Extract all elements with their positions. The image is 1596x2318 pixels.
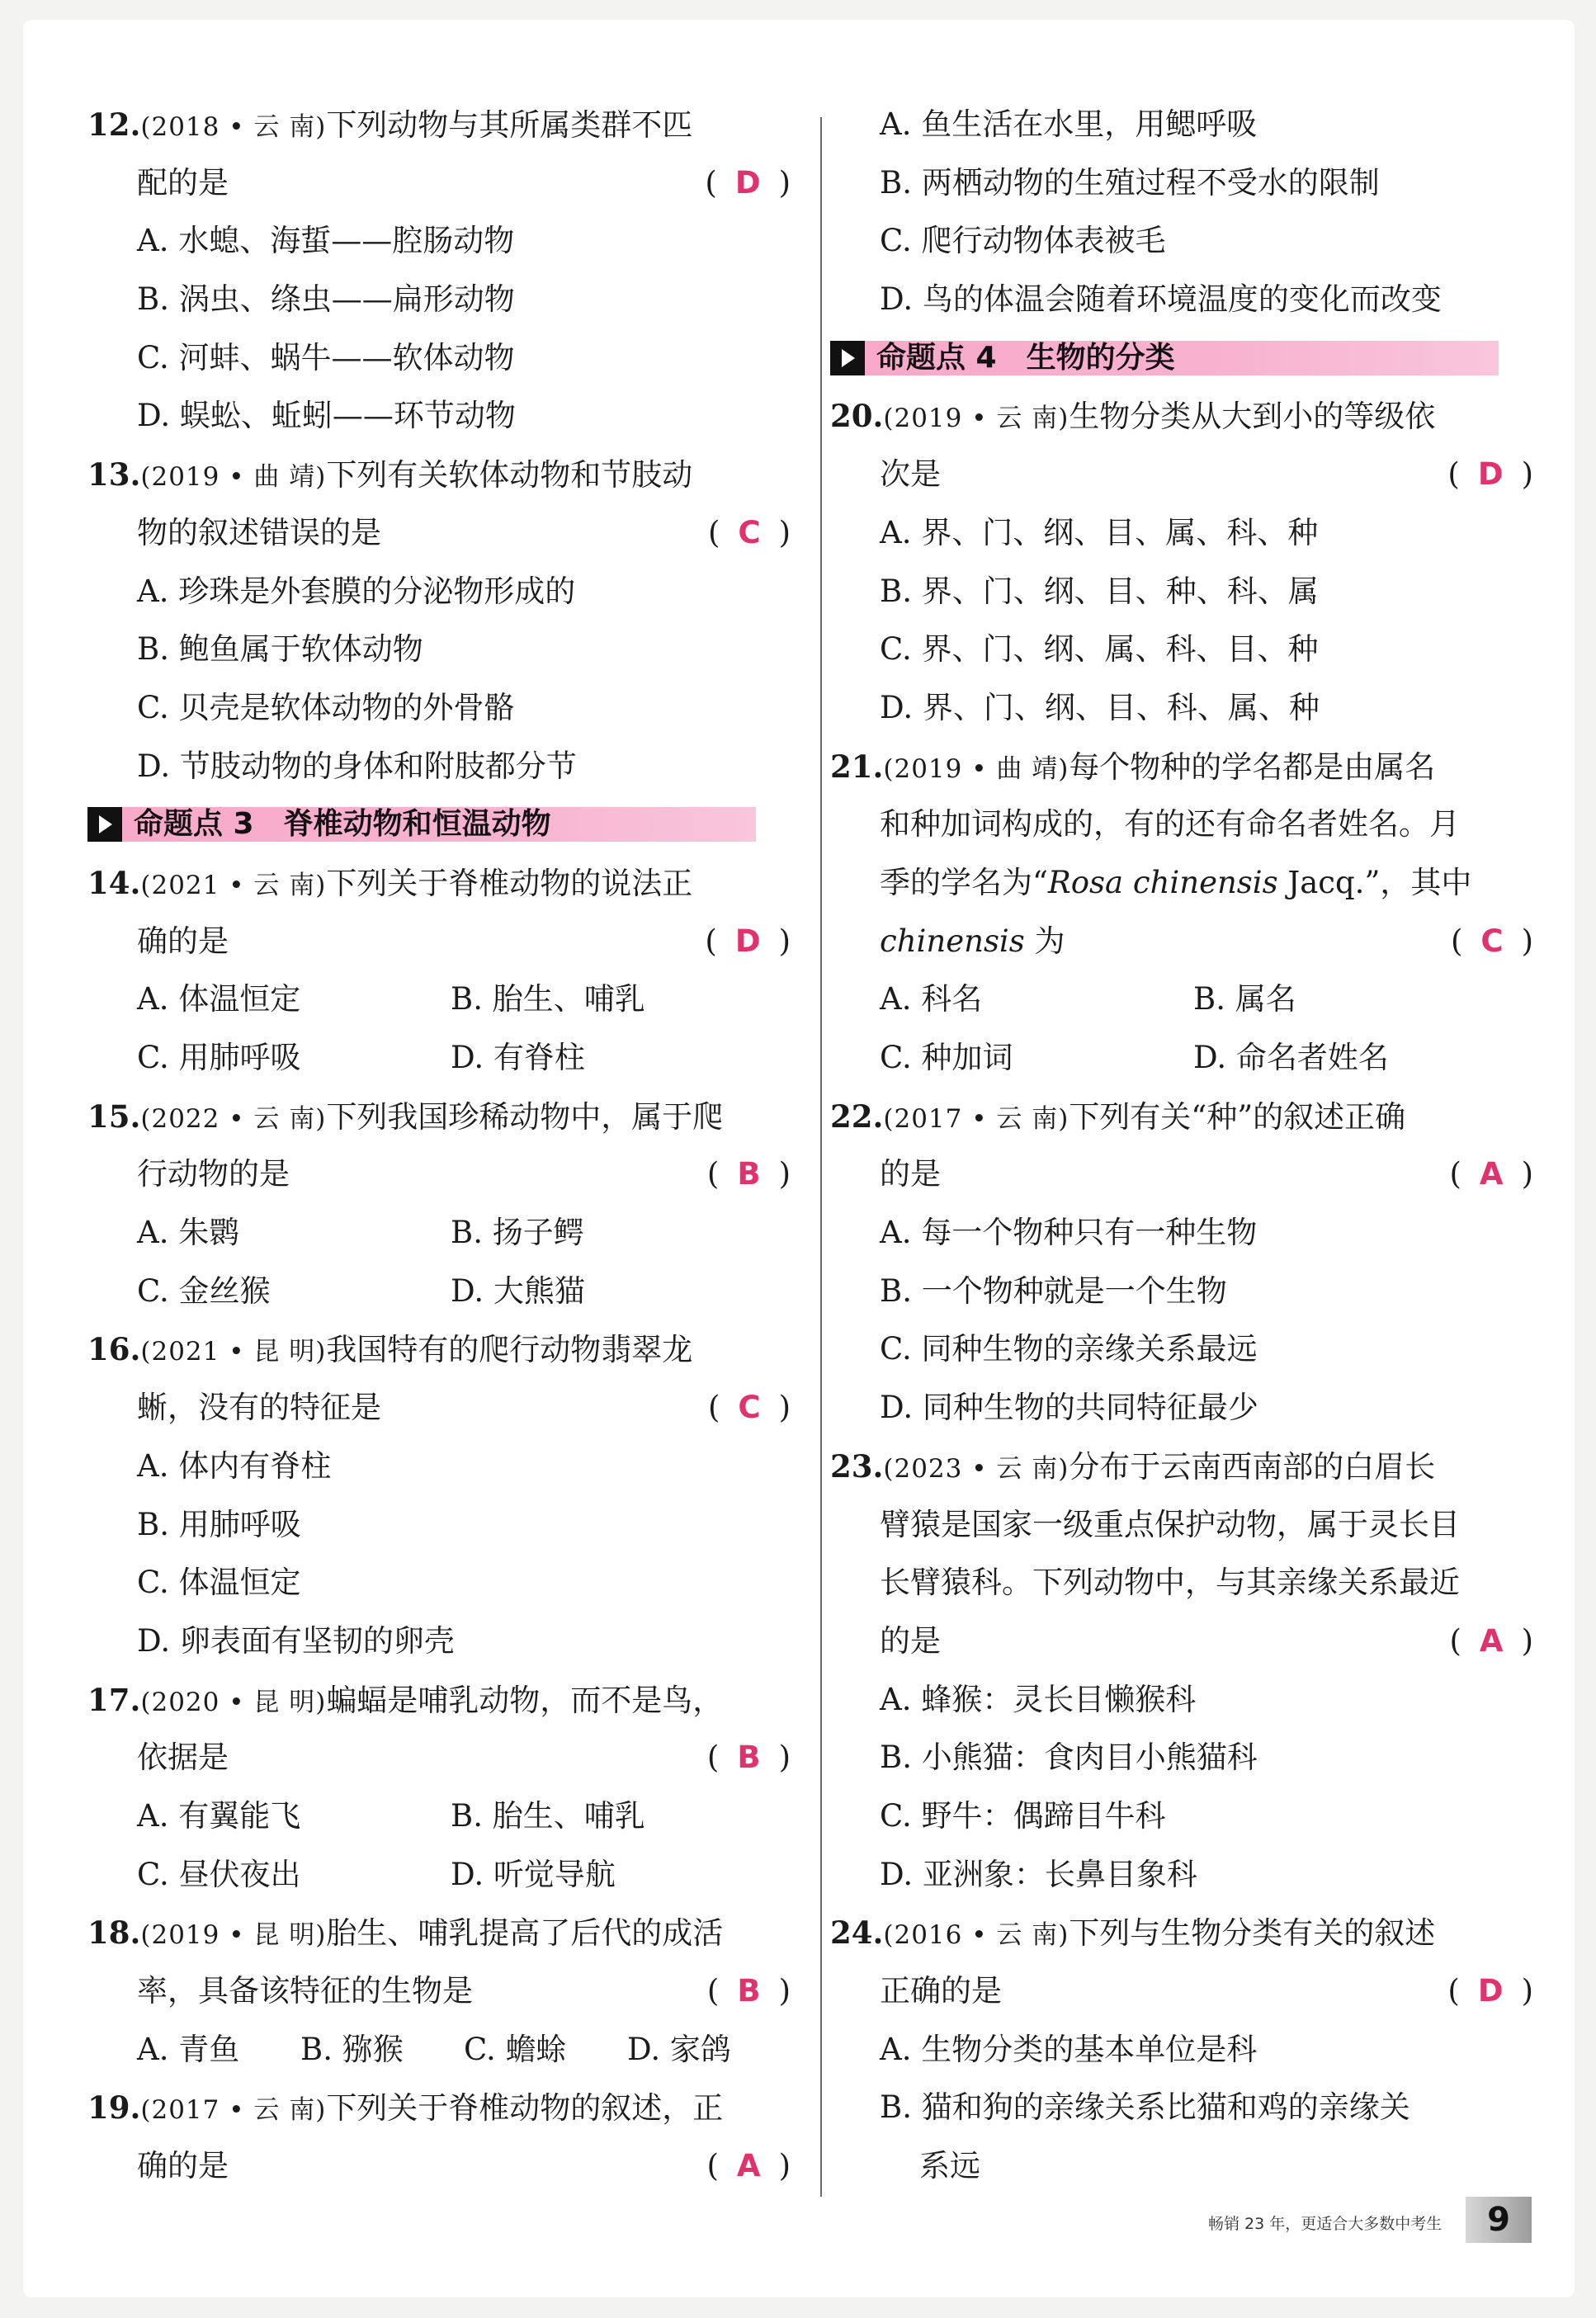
- question-source: (2019 • 昆 明): [140, 1920, 327, 1951]
- question-number: 24.: [830, 1914, 884, 1952]
- question-text: 的是: [880, 1622, 941, 1659]
- section-header-3: [87, 795, 791, 854]
- answer-letter: C: [738, 514, 779, 550]
- option-cont: 系远: [919, 2148, 980, 2184]
- question-14-stem-cont: [87, 913, 791, 971]
- option: B. 猫和狗的亲缘关系比猫和鸡的亲缘关: [880, 2089, 1410, 2126]
- option: A. 蜂猴：灵长目懒猴科: [880, 1681, 1197, 1717]
- question-16-stem: [87, 1320, 791, 1379]
- question-source: (2020 • 昆 明): [140, 1687, 327, 1717]
- answer-bracket: (B): [706, 1740, 791, 1776]
- question-number: 16.: [87, 1331, 141, 1368]
- answer-bracket: (D): [705, 164, 791, 201]
- question-source: (2018 • 云 南): [140, 112, 327, 142]
- answer-bracket: (A): [706, 2148, 791, 2184]
- option: C. 贝壳是软体动物的外骨骼: [137, 689, 515, 725]
- question-number: 15.: [87, 1098, 141, 1135]
- question-24-stem: [830, 1904, 1533, 1962]
- option: C. 河蚌、蜗牛——软体动物: [137, 339, 515, 375]
- answer-bracket: (B): [706, 1973, 791, 2009]
- right-column: [830, 96, 1533, 2196]
- option: B. 猕猴: [300, 2031, 404, 2067]
- section-header-4: [830, 329, 1533, 388]
- option: A. 朱鹮: [137, 1215, 240, 1251]
- option-row: [87, 1263, 791, 1321]
- question-text: 我国特有的爬行动物翡翠龙: [326, 1332, 693, 1368]
- question-number: 22.: [830, 1098, 884, 1135]
- question-number: 23.: [830, 1447, 884, 1485]
- option: D. 听觉导航: [451, 1856, 616, 1892]
- question-text: 每个物种的学名都是由属名: [1069, 748, 1436, 785]
- answer-bracket: (D): [705, 923, 791, 959]
- option-row: [87, 1029, 791, 1088]
- question-number: 20.: [830, 398, 884, 435]
- question-text: 分布于云南西南部的白眉长: [1069, 1448, 1436, 1485]
- answer-letter: C: [1480, 923, 1522, 959]
- option-row: [87, 1846, 791, 1905]
- option: C. 野牛：偶蹄目牛科: [880, 1797, 1166, 1834]
- question-text: 率，具备该特征的生物是: [137, 1973, 473, 2009]
- answer-bracket: (A): [1449, 1156, 1533, 1192]
- question-15-stem: [87, 1088, 791, 1146]
- answer-bracket: (C): [1450, 923, 1533, 959]
- answer-letter: B: [737, 1156, 779, 1192]
- option: D. 界、门、纲、目、科、属、种: [880, 689, 1320, 725]
- question-source: (2022 • 云 南): [140, 1103, 327, 1134]
- option: C. 昼伏夜出: [137, 1856, 301, 1892]
- section-title: 命题点 4 生物的分类: [876, 340, 1175, 375]
- footer-slogan: 畅销 23 年，更适合大多数中考生: [1208, 2215, 1443, 2233]
- option: B. 鲍鱼属于软体动物: [137, 631, 423, 668]
- question-text: 正确的是: [880, 1973, 1002, 2009]
- answer-letter: D: [734, 164, 779, 201]
- option: D. 命名者姓名: [1193, 1040, 1389, 1075]
- question-source: (2019 • 曲 靖): [140, 462, 327, 493]
- question-source: (2023 • 云 南): [883, 1453, 1070, 1484]
- option: C. 界、门、纲、属、科、目、种: [880, 631, 1319, 668]
- question-source: (2019 • 云 南): [883, 404, 1070, 434]
- option: A. 有翼能飞: [137, 1797, 301, 1834]
- question-17-stem-cont: [87, 1729, 791, 1787]
- option: D. 亚洲象：长鼻目象科: [880, 1856, 1197, 1892]
- option-row: [87, 2021, 791, 2080]
- section-title: 命题点 3 脊椎动物和恒温动物: [134, 807, 551, 842]
- question-text: 下列关于脊椎动物的叙述，正: [326, 2090, 724, 2127]
- question-source: (2021 • 云 南): [140, 870, 327, 900]
- question-17-stem: [87, 1671, 791, 1730]
- option: B. 扬子鳄: [451, 1215, 584, 1251]
- option: B. 一个物种就是一个生物: [880, 1272, 1227, 1309]
- option: A. 青鱼: [137, 2031, 240, 2067]
- answer-bracket: (D): [1447, 1973, 1533, 2009]
- option-row: [87, 1787, 791, 1846]
- option: B. 小熊猫：食肉目小熊猫科: [880, 1740, 1258, 1776]
- question-number: 21.: [830, 748, 884, 785]
- question-12-stem-cont: [87, 154, 791, 213]
- question-text: 下列有关软体动物和节肢动: [326, 457, 693, 493]
- option: D. 卵表面有坚韧的卵壳: [137, 1622, 455, 1659]
- question-source: (2021 • 昆 明): [140, 1337, 327, 1367]
- question-number: 13.: [87, 456, 141, 493]
- question-text: 行动物的是: [137, 1156, 290, 1192]
- question-text: 蝙蝠是哺乳动物，而不是鸟，: [326, 1682, 724, 1718]
- option: A. 生物分类的基本单位是科: [880, 2031, 1258, 2067]
- answer-letter: D: [1477, 1973, 1522, 2009]
- question-source: (2017 • 云 南): [140, 2095, 327, 2126]
- answer-bracket: (B): [706, 1156, 791, 1192]
- option: A. 界、门、纲、目、属、科、种: [880, 514, 1319, 550]
- answer-letter: D: [734, 923, 779, 959]
- question-20-stem-cont: [830, 446, 1533, 504]
- question-23-stem: [830, 1438, 1533, 1496]
- answer-letter: B: [737, 1740, 779, 1776]
- option: D. 同种生物的共同特征最少: [880, 1390, 1258, 1426]
- question-text: 下列与生物分类有关的叙述: [1069, 1915, 1436, 1952]
- option: D. 蜈蚣、蚯蚓——环节动物: [137, 398, 516, 434]
- question-21-stem-cont: 和种加词构成的，有的还有命名者姓名。月: [880, 806, 1460, 843]
- question-number: 17.: [87, 1681, 141, 1718]
- answer-bracket: (D): [1447, 456, 1533, 493]
- question-text: 配的是: [137, 164, 229, 201]
- question-21-stem-cont: [830, 913, 1533, 971]
- option: C. 同种生物的亲缘关系最远: [880, 1331, 1258, 1367]
- option: A. 鱼生活在水里，用鳃呼吸: [880, 106, 1258, 142]
- option: A. 科名: [880, 981, 983, 1017]
- question-text: 次是: [880, 456, 941, 493]
- question-14-stem: [87, 854, 791, 913]
- question-text: 确的是: [137, 2148, 229, 2184]
- question-22-stem-cont: [830, 1145, 1533, 1204]
- option-row: [830, 970, 1533, 1029]
- question-text: 蜥，没有的特征是: [137, 1390, 381, 1426]
- question-text: 物的叙述错误的是: [137, 514, 381, 550]
- question-text: 的是: [880, 1156, 941, 1192]
- option: D. 节肢动物的身体和附肢都分节: [137, 748, 577, 784]
- left-column: [87, 96, 791, 2196]
- option: C. 爬行动物体表被毛: [880, 223, 1166, 259]
- latin-name: chinensis: [880, 923, 1025, 959]
- question-19-stem-cont: [87, 2137, 791, 2196]
- question-text: 胎生、哺乳提高了后代的成活: [326, 1915, 724, 1952]
- answer-letter: D: [1477, 456, 1522, 493]
- option: D. 有脊柱: [451, 1040, 585, 1075]
- page: [23, 20, 1575, 2297]
- question-text: 为: [1024, 923, 1065, 959]
- option: B. 属名: [1193, 981, 1296, 1017]
- question-text: 下列我国珍稀动物中，属于爬: [326, 1098, 724, 1135]
- page-number: 9: [1466, 2197, 1532, 2243]
- option: B. 涡虫、绦虫——扁形动物: [137, 281, 515, 318]
- question-text: 下列关于脊椎动物的说法正: [326, 865, 693, 901]
- question-text: 生物分类从大到小的等级依: [1069, 399, 1436, 435]
- option: C. 用肺呼吸: [137, 1040, 301, 1075]
- question-21-stem-cont: [830, 854, 1533, 913]
- question-18-stem-cont: [87, 1962, 791, 2021]
- answer-letter: A: [1479, 1622, 1522, 1659]
- question-source: (2017 • 云 南): [883, 1103, 1070, 1134]
- question-number: 12.: [87, 106, 141, 143]
- question-number: 18.: [87, 1914, 141, 1952]
- option: C. 蟾蜍: [464, 2031, 567, 2067]
- option: A. 水螅、海蜇——腔肠动物: [137, 223, 515, 259]
- option: A. 每一个物种只有一种生物: [880, 1215, 1258, 1251]
- question-18-stem: [87, 1904, 791, 1962]
- question-text: 季的学名为“: [880, 864, 1048, 900]
- question-21-stem: [830, 738, 1533, 796]
- question-22-stem: [830, 1088, 1533, 1146]
- question-text: Jacq.”，其中: [1277, 864, 1472, 900]
- question-text: 确的是: [137, 923, 229, 959]
- option: D. 家鸽: [627, 2031, 731, 2067]
- answer-bracket: (A): [1449, 1622, 1533, 1659]
- question-text: 下列有关“种”的叙述正确: [1069, 1098, 1406, 1135]
- option: C. 体温恒定: [137, 1565, 301, 1601]
- question-text: 下列动物与其所属类群不匹: [326, 107, 693, 143]
- question-24-stem-cont: [830, 1962, 1533, 2021]
- question-source: (2019 • 曲 靖): [883, 753, 1070, 784]
- question-number: 19.: [87, 2089, 141, 2127]
- option-row: [87, 970, 791, 1029]
- question-20-stem: [830, 387, 1533, 446]
- answer-letter: B: [737, 1973, 779, 2009]
- option: D. 鸟的体温会随着环境温度的变化而改变: [880, 281, 1442, 318]
- question-13-stem-cont: [87, 504, 791, 563]
- answer-letter: C: [738, 1390, 779, 1426]
- question-source: (2016 • 云 南): [883, 1920, 1070, 1951]
- option-row: [87, 1204, 791, 1263]
- option: C. 种加词: [880, 1040, 1013, 1075]
- question-text: 依据是: [137, 1740, 229, 1776]
- play-triangle-icon: [87, 807, 122, 842]
- option: C. 金丝猴: [137, 1272, 271, 1309]
- answer-letter: A: [736, 2148, 779, 2184]
- answer-letter: A: [1479, 1156, 1522, 1192]
- option: A. 体内有脊柱: [137, 1447, 332, 1484]
- question-number: 14.: [87, 864, 141, 901]
- question-23-stem-cont: 臂猿是国家一级重点保护动物，属于灵长目: [880, 1506, 1460, 1542]
- play-triangle-icon: [830, 341, 865, 375]
- question-19-stem: [87, 2079, 791, 2137]
- question-12-stem: [87, 96, 791, 154]
- latin-name: Rosa chinensis: [1047, 864, 1278, 900]
- question-13-stem: [87, 446, 791, 504]
- column-divider: [820, 117, 822, 2197]
- option: B. 两栖动物的生殖过程不受水的限制: [880, 164, 1380, 201]
- option: A. 体温恒定: [137, 981, 301, 1017]
- answer-bracket: (C): [707, 514, 791, 550]
- option: B. 胎生、哺乳: [451, 981, 645, 1017]
- option: A. 珍珠是外套膜的分泌物形成的: [137, 573, 576, 609]
- option: D. 大熊猫: [451, 1272, 585, 1309]
- question-15-stem-cont: [87, 1145, 791, 1204]
- option: B. 用肺呼吸: [137, 1506, 301, 1542]
- question-16-stem-cont: [87, 1379, 791, 1438]
- answer-bracket: (C): [707, 1390, 791, 1426]
- option-row: [830, 1029, 1533, 1088]
- option: B. 界、门、纲、目、种、科、属: [880, 573, 1319, 609]
- question-23-stem-cont: [830, 1612, 1533, 1671]
- question-23-stem-cont: 长臂猿科。下列动物中，与其亲缘关系最近: [880, 1565, 1460, 1601]
- option: B. 胎生、哺乳: [451, 1797, 645, 1834]
